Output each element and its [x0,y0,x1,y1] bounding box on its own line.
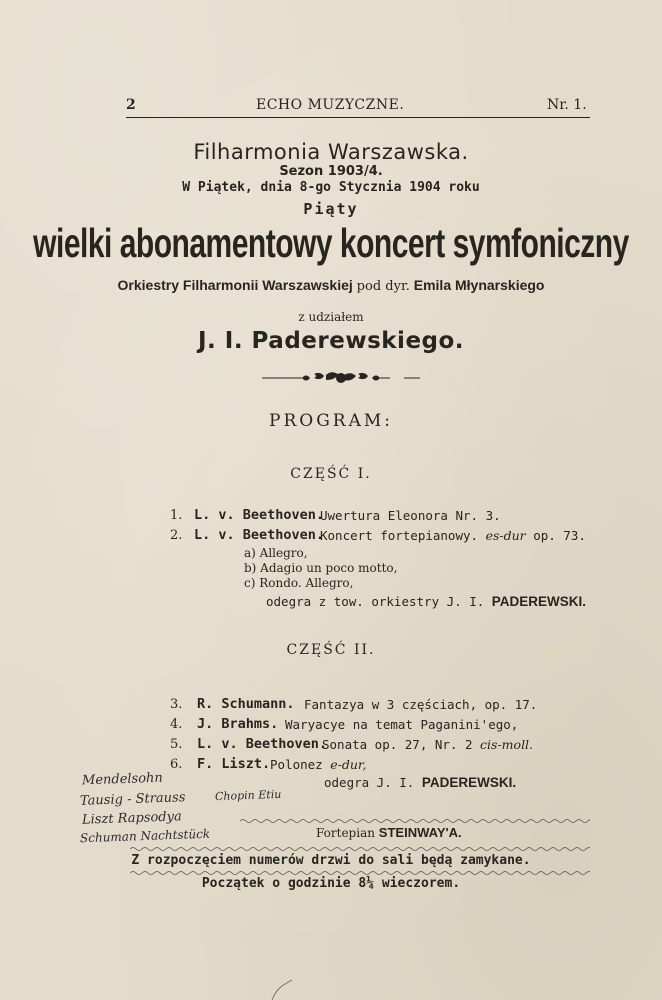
item-composer: R. Schumann. [197,696,295,712]
item-number: 5. [170,737,183,752]
with-participation: z udziałem [298,310,364,324]
soloist-name: J. I. Paderewskiego. [197,328,465,354]
item-number: 1. [170,508,183,523]
orchestra-name: Orkiestry Filharmonii Warszawskiej [117,277,353,293]
pencil-mark-icon [270,978,300,1000]
item-work: Waryacye na temat Paganini'ego, [285,717,519,732]
season: Sezon 1903/4. [279,164,383,179]
wavy-rule [240,818,590,824]
concert-date: W Piątek, dnia 8-go Stycznia 1904 roku [182,180,480,195]
item-number: 4. [170,717,183,732]
handwritten-note: Chopin Etiu [214,787,282,804]
item-key: es-dur [485,528,526,543]
item-work-line [320,528,586,543]
piano-brand: STEINWAY'A. [378,825,462,840]
movement: c) Rondo. Allegro, [244,576,354,590]
item-composer: F. Liszt. [197,756,271,772]
item-number: 2. [170,528,183,543]
performer-name: PADEREWSKI. [421,775,517,790]
part-2-title: CZĘŚĆ II. [286,642,376,658]
publication-title: ECHO MUZYCZNE. [256,97,405,113]
movement: b) Adagio un poco motto, [244,561,398,575]
concert-ordinal: Piąty [303,200,359,218]
piano-prefix: Fortepian [316,826,375,840]
item-work-line [322,737,533,752]
item-composer: J. Brahms. [197,716,279,732]
item-number: 3. [170,697,183,712]
start-time: Początek o godzinie 8¼ wieczorem. [201,876,461,891]
orchestra-line [0,277,662,294]
doors-notice: Z rozpoczęciem numerów drzwi do sali będą zamykane. [131,853,531,868]
concert-title: wielki abonamentowy koncert symfoniczny [33,222,629,267]
program-heading: PROGRAM: [269,411,393,431]
item-work: Uwertura Eleonora Nr. 3. [320,508,501,523]
conductor-name: Emila Młynarskiego [413,277,545,293]
item-key: e-dur, [330,757,367,772]
page-number: 2 [126,97,136,113]
item-number: 6. [170,757,183,772]
item-composer: L. v. Beethoven. [194,527,325,543]
item-work-line [270,757,366,772]
wavy-rule [130,846,590,852]
ornamental-divider-icon [262,370,420,386]
item-composer: L. v. Beethoven. [194,507,325,523]
conductor-prefix: pod dyr. [356,279,410,294]
performer-prefix: odegra z tow. orkiestry J. I. [266,594,485,609]
handwritten-note: Schuman Nachtstück [79,826,211,846]
item-work: Koncert fortepianowy. [320,528,479,543]
handwritten-note: Tausig - Strauss [79,790,186,809]
item-work: Polonez [270,757,323,772]
issue-number: Nr. 1. [547,97,587,113]
item-composer: L. v. Beethoven. [197,736,328,752]
piano-line [316,825,462,840]
performer-name: PADEREWSKI. [491,594,587,609]
part-1-title: CZĘŚĆ I. [290,466,372,482]
item-work: Sonata op. 27, Nr. 2 [322,737,473,752]
item-opus: op. 73. [533,528,586,543]
society-name: Filharmonia Warszawska. [193,140,469,164]
performer-prefix: odegra J. I. [324,775,415,790]
handwritten-note: Liszt Rapsodya [81,809,182,828]
performer-line [266,594,586,609]
movement: a) Allegro, [244,546,308,560]
performer-line [324,775,516,790]
handwritten-note: Mendelsohn [81,770,164,789]
header-rule [126,117,590,118]
item-work: Fantazya w 3 częściach, op. 17. [304,697,538,712]
item-key: cis-moll. [480,737,534,752]
